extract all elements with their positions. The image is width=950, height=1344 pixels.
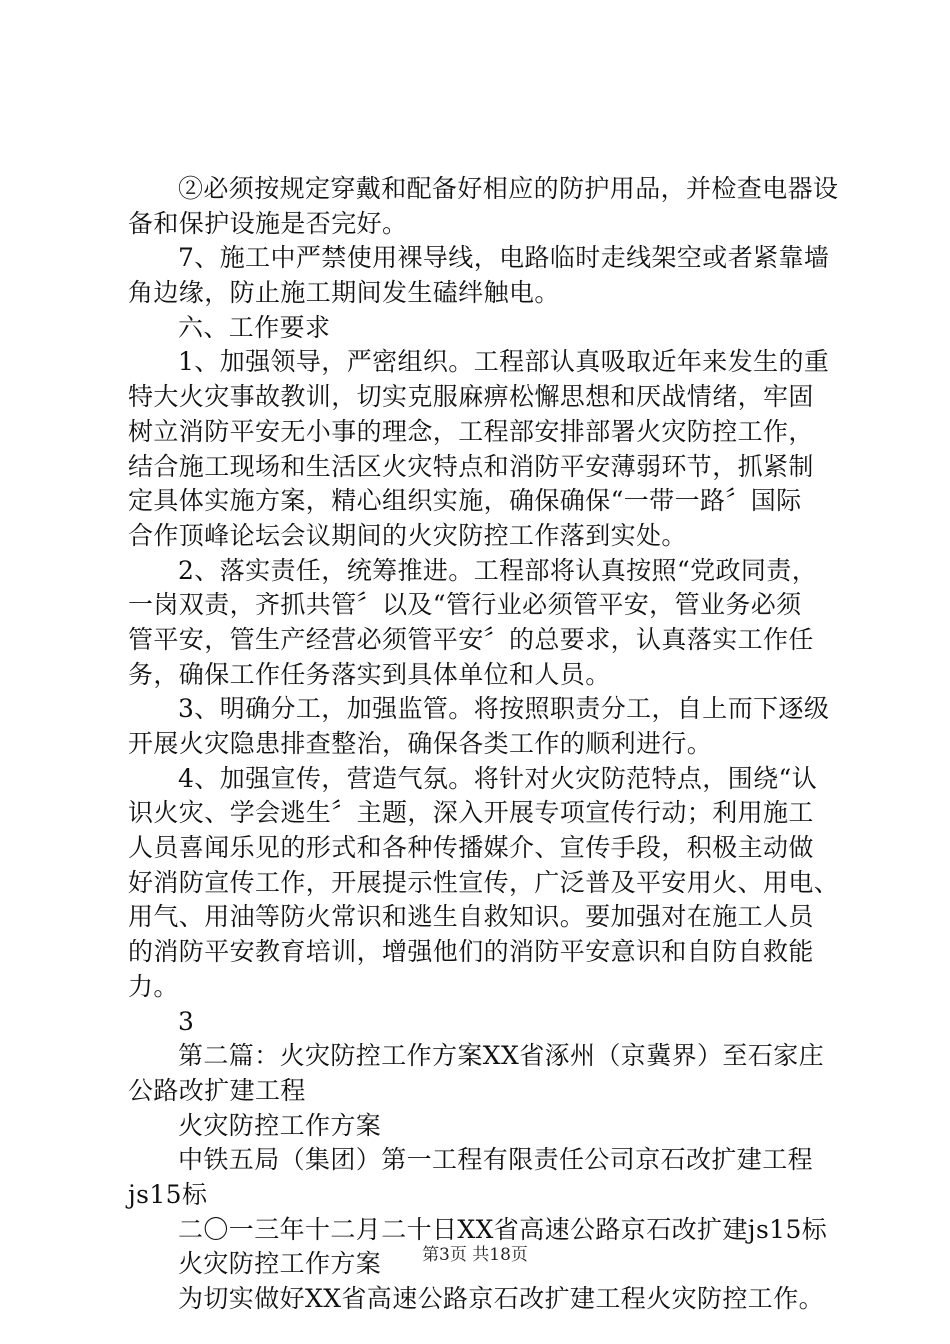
text-line: 合作顶峰论坛会议期间的火灾防控工作落到实处。 [128,520,687,550]
text-line: 务，确保工作任务落实到具体单位和人员。 [128,659,611,689]
text-line: 3、明确分工，加强监管。将按照职责分工，自上而下逐级 [178,694,830,724]
text-line: 开展火灾隐患排查整治，确保各类工作的顺利进行。 [128,729,713,758]
inline-page-number: 3 [178,1006,195,1036]
text-line: 特大火灾事故教训，切实克服麻痹松懈思想和厌战情绪，牢固 [128,382,814,412]
chapter-title: 公路改扩建工程 [128,1075,306,1105]
text-line: 备和保护设施是否完好。 [128,208,408,238]
text-line: 好消防宣传工作，开展提示性宣传，广泛普及平安用火、用电、 [128,867,840,897]
text-line: 二〇一三年十二月二十日XX省高速公路京石改扩建js15标 [178,1214,828,1244]
text-line: 4、加强宣传，营造气氛。将针对火灾防范特点，围绕“认 [178,763,818,793]
text-line: 为切实做好XX省高速公路京石改扩建工程火灾防控工作。 [178,1284,824,1313]
text-line: js15标 [128,1179,208,1209]
document-body [128,172,840,1317]
text-line: 定具体实施方案，精心组织实施，确保确保“一带一路〞国际 [128,486,802,516]
text-line: 用气、用油等防火常识和逃生自救知识。要加强对在施工人员 [128,902,814,932]
text-line: 7、施工中严禁使用裸导线，电路临时走线架空或者紧靠墙 [178,243,830,273]
page-footer [0,1244,950,1266]
chapter-title: 第二篇：火灾防控工作方案XX省涿州（京冀界）至石家庄 [178,1041,824,1071]
text-line: 一岗双责，齐抓共管〞以及“管行业必须管平安，管业务必须 [128,590,802,620]
text-line: 结合施工现场和生活区火灾特点和消防平安薄弱环节，抓紧制 [128,451,814,481]
text-line: 火灾防控工作方案 [178,1110,382,1140]
text-line: 树立消防平安无小事的理念，工程部安排部署火灾防控工作， [128,416,814,446]
text-line: 的消防平安教育培训，增强他们的消防平安意识和自防自救能 [128,937,814,967]
text-line: ②必须按规定穿戴和配备好相应的防护用品，并检查电器设 [178,174,839,203]
section-heading: 六、工作要求 [178,312,331,342]
text-line: 识火灾、学会逃生〞主题，深入开展专项宣传行动；利用施工 [128,798,814,828]
page-number-label: 第3页 共18页 [422,1245,528,1265]
text-line: 管平安，管生产经营必须管平安〞的总要求，认真落实工作任 [128,624,814,654]
text-line: 火灾防控工作方案 [178,1249,382,1279]
text-line: 人员喜闻乐见的形式和各种传播媒介、宣传手段，积极主动做 [128,833,814,863]
text-line: 力。 [128,971,179,1001]
text-line: 角边缘，防止施工期间发生磕绊触电。 [128,278,560,308]
text-line: 2、落实责任，统筹推进。工程部将认真按照“党政同责， [178,555,818,585]
text-line: 1、加强领导，严密组织。工程部认真吸取近年来发生的重 [178,347,830,377]
text-line: 中铁五局（集团）第一工程有限责任公司京石改扩建工程 [178,1145,814,1175]
